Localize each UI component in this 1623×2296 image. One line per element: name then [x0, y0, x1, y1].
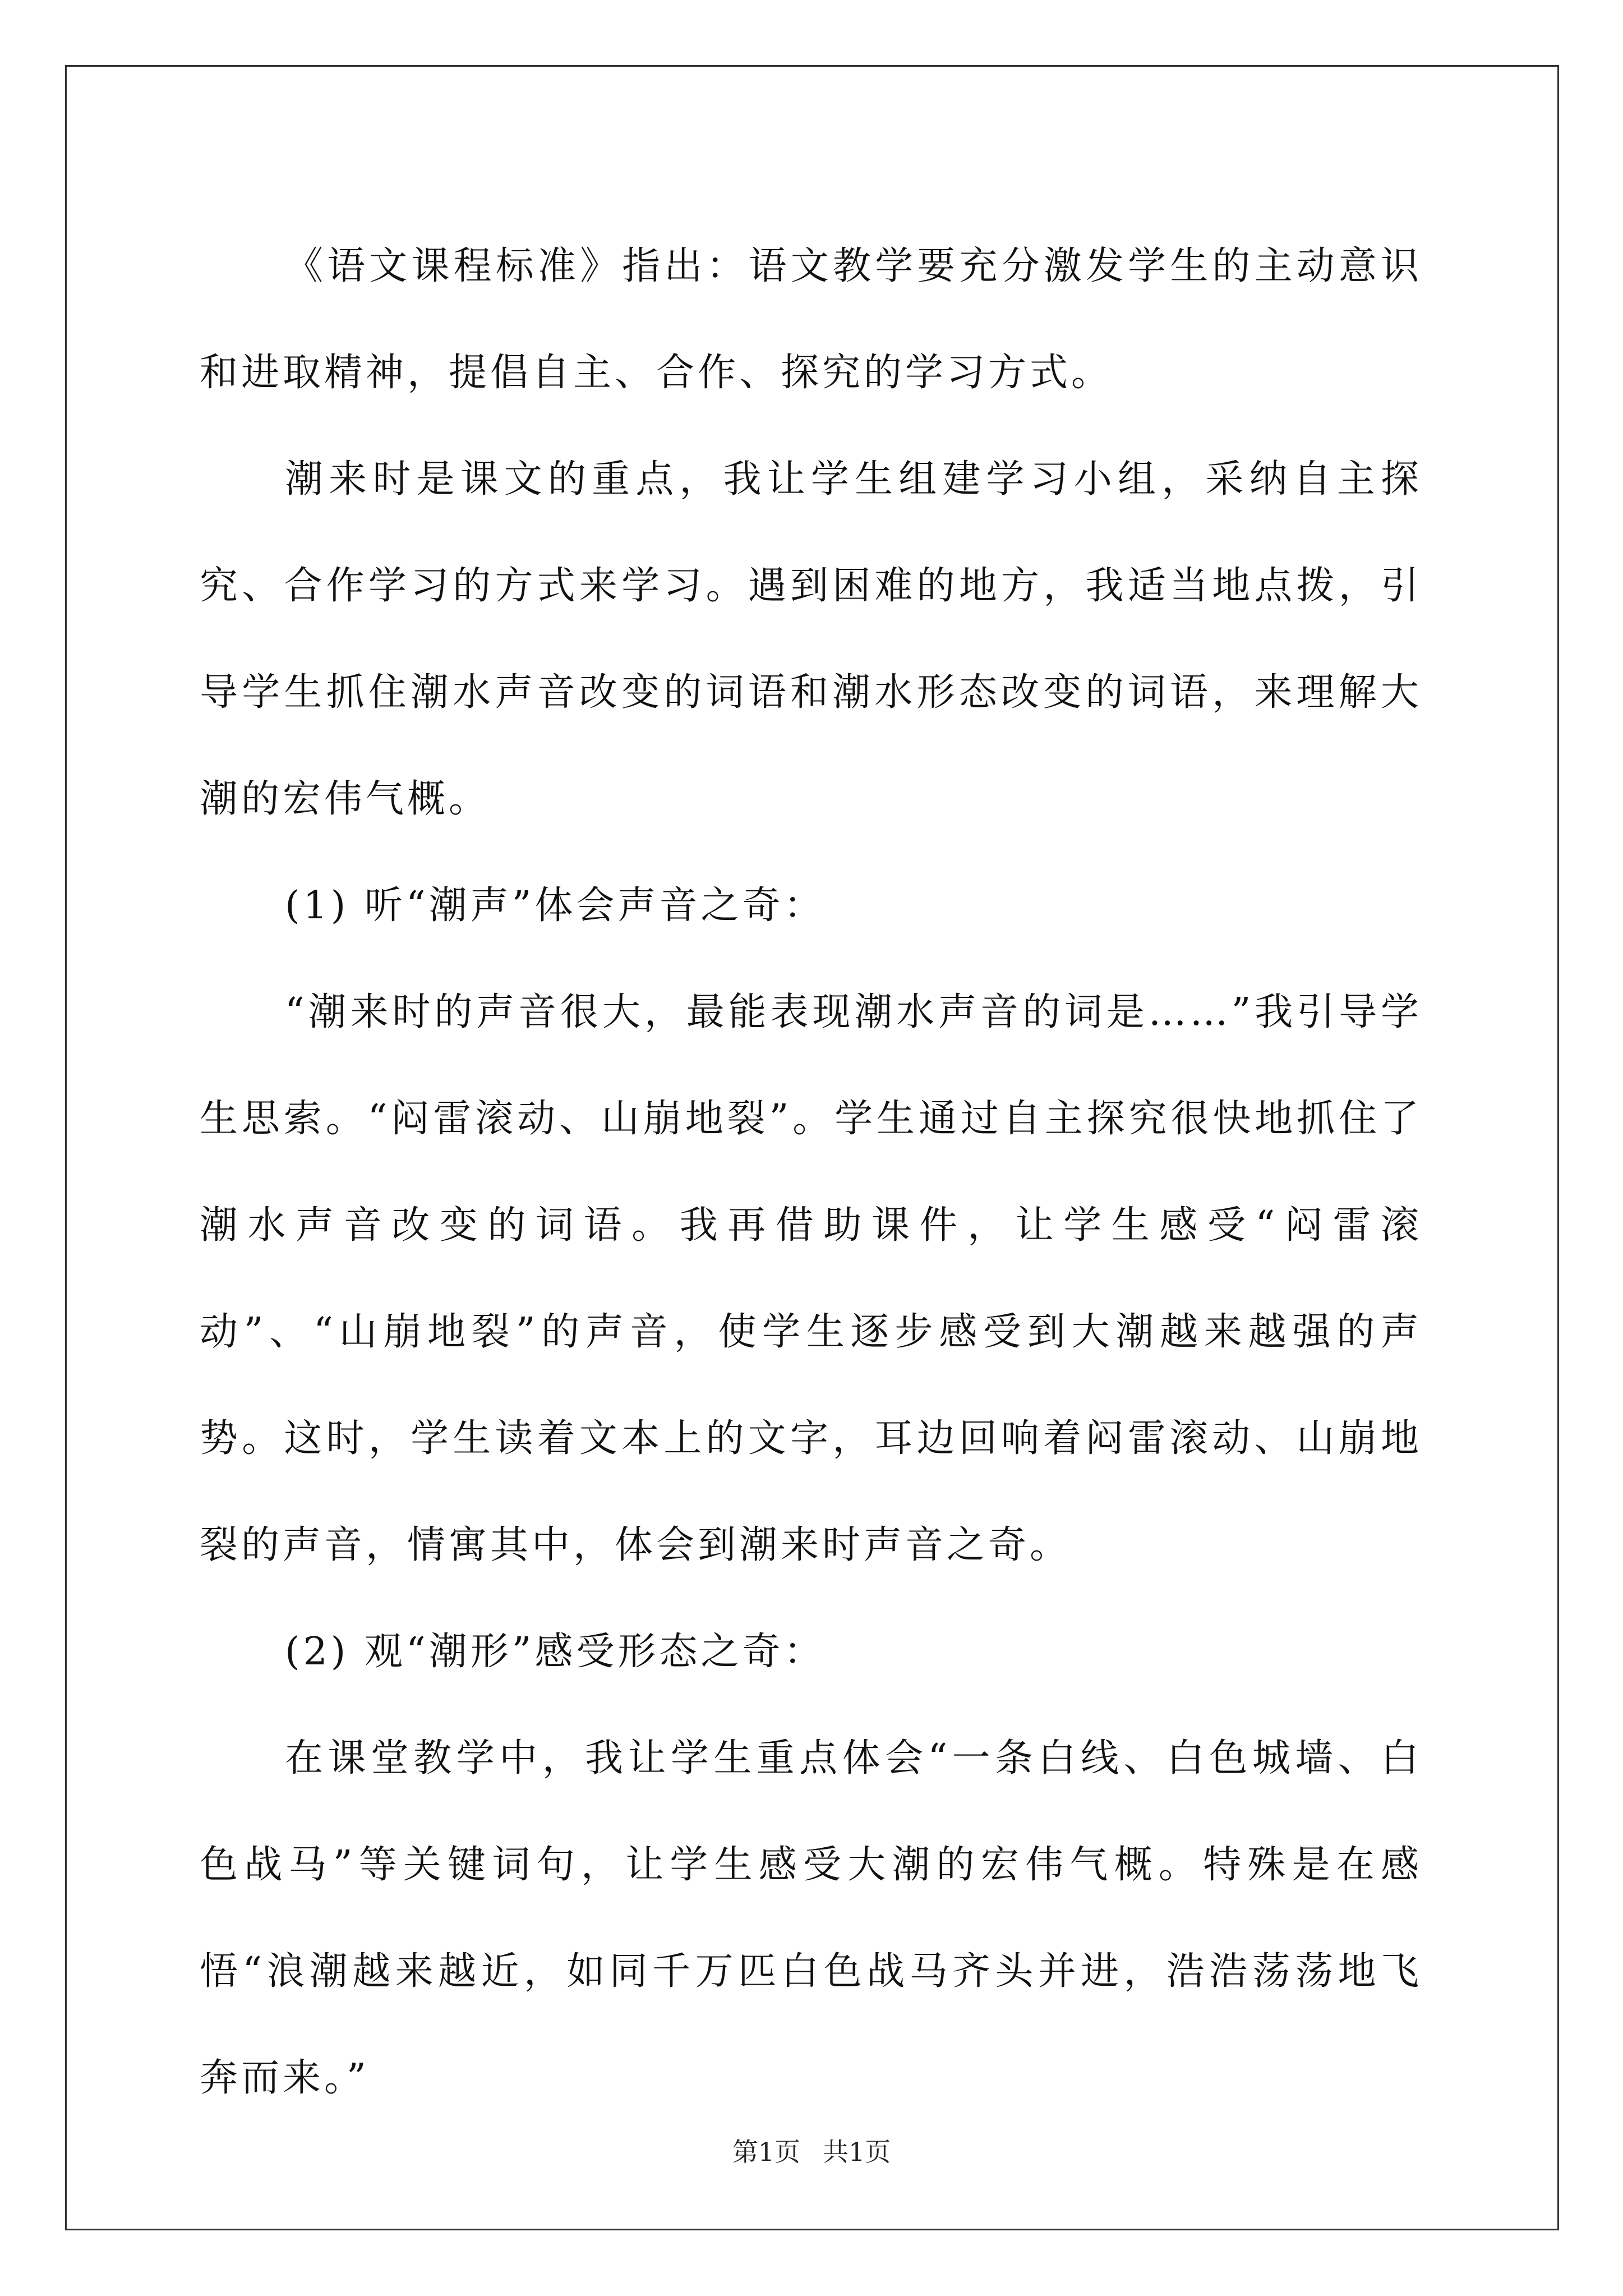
page-footer — [0, 2132, 1623, 2169]
document-body — [200, 213, 1422, 2132]
paragraph-curriculum-standard: 《语文课程标准》指出：语文教学要充分激发学生的主动意识和进取精神，提倡自主、合作、探究的学习方式。 — [200, 244, 1422, 395]
paragraph-tide-focus: 潮来时是课文的重点，我让学生组建学习小组，采纳自主探究、合作学习的方式来学习。遇到困难的地方，我适当地点拨，引导学生抓住潮水声音改变的词语和潮水形态改变的词语，来理解大潮的宏伟气概。 — [200, 457, 1422, 821]
heading-watch-tide-shape: (2) 观“潮形”感受形态之奇： — [285, 1630, 826, 1674]
page-total: 共1页 — [823, 2137, 891, 2167]
paragraph-tide-sound: “潮来时的声音很大，最能表现潮水声音的词是……”我引导学生思索。“闷雷滚动、山崩地裂”。学生通过自主探究很快地抓住了潮水声音改变的词语。我再借助课件，让学生感受“闷雷滚动”、“山崩地裂”的声音，使学生逐步感受到大潮越来越强的声势。这时，学生读着文本上的文字，耳边回响着闷雷滚动、山崩地裂的声音，情寓其中，体会到潮来时声音之奇。 — [200, 990, 1422, 1567]
paragraph-tide-shape: 在课堂教学中，我让学生重点体会“一条白线、白色城墙、白色战马”等关键词句，让学生感受大潮的宏伟气概。特殊是在感悟“浪潮越来越近，如同千万匹白色战马齐头并进，浩浩荡荡地飞奔而来。” — [200, 1736, 1422, 2100]
heading-listen-tide-sound: (1) 听“潮声”体会声音之奇： — [285, 884, 826, 928]
page-number: 第1页 — [732, 2137, 800, 2167]
